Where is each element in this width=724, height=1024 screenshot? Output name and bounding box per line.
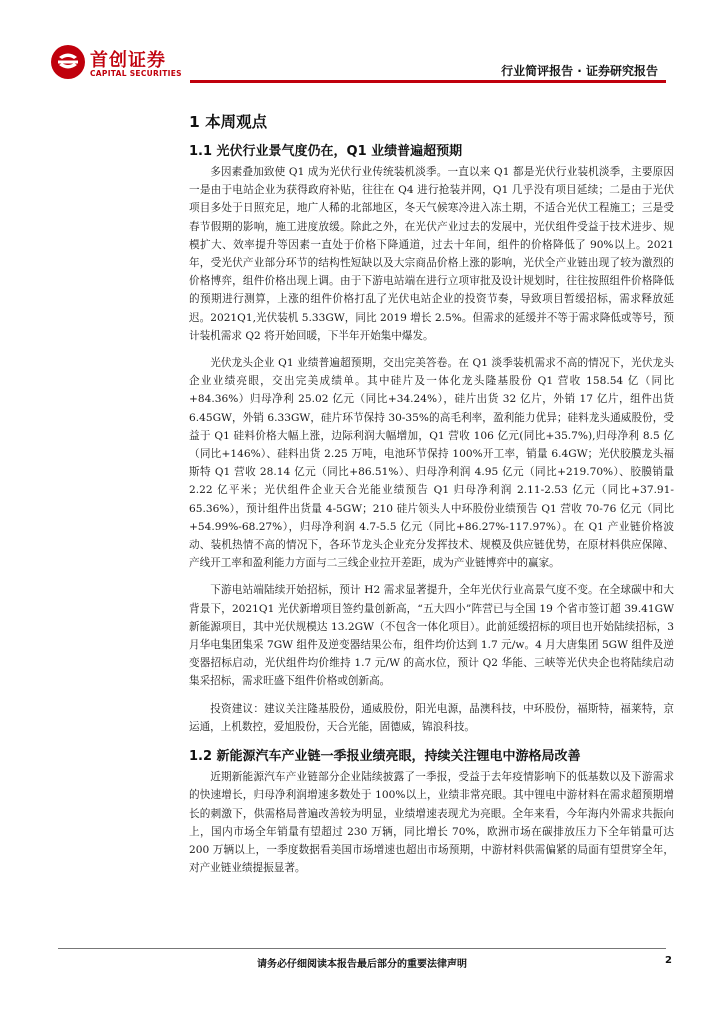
subsection-title-1-2: 1.2 新能源汽车产业链一季报业绩亮眼，持续关注锂电中游格局改善 xyxy=(189,749,581,765)
section-title: 1 本周观点 xyxy=(189,113,268,131)
logo-mark-icon xyxy=(50,44,86,80)
document-body xyxy=(189,110,674,886)
logo-english-text: CAPITAL SECURITIES xyxy=(90,69,182,78)
logo-chinese-text: 首创证券 xyxy=(90,50,166,71)
paragraph: 多因素叠加致使 Q1 成为光伏行业传统装机淡季。一直以来 Q1 都是光伏行业装机淡季，主要原因一是由于电站企业为获得政府补贴，往往在 Q4 进行抢装并网，Q1 几乎没有项目延续；二是由于光伏项目多处于日照充足，地广人稀的北部地区，冬天气候寒冷进入冻土期，不适合光伏工程施工；三是受春节假期的影响，施工进度放缓。除此之外，在光伏产业过去的发展中，光伏组件受益于技术进步、规模扩大、效率提升等因素一直处于价格下降通道，过去十年间，组件的价格降低了 90%以上。2021 年，受光伏产业部分环节的结构性短缺以及大宗商品价格上涨的影响，光伏全产业链出现了较为激烈的价格博弈，组件价格出现上调。由于下游电站端在进行立项审批及设计规划时，往往按照组件价格降低的预期进行测算，上涨的组件价格打乱了光伏电站企业的投资节奏，导致项目暂缓招标，需求释放延迟。2021Q1,光伏装机 5.33GW，同比 2019 增长 2.5%。但需求的延缓并不等于需求降低或等号，预计装机需求 Q2 将开始回暖，下半年开始集中爆发。 xyxy=(189,166,674,342)
company-logo xyxy=(50,44,190,84)
footer-divider xyxy=(58,948,666,949)
subsection-title-1-1: 1.1 光伏行业景气度仍在，Q1 业绩普遍超预期 xyxy=(189,144,463,159)
paragraph: 光伏龙头企业 Q1 业绩普遍超预期，交出完美答卷。在 Q1 淡季装机需求不高的情况下，光伏龙头企业业绩亮眼，交出完美成绩单。其中硅片及一体化龙头隆基股份 Q1 营收 158.54 亿（同比+84.36%）归母净利 25.02 亿元（同比+34.24%），硅片出货 32 亿片，外销 17 亿片，组件出货 6.45GW，外销 6.33GW，硅片环节保持 30-35%的高毛利率，盈利能力优异；硅料龙头通威股份，受益于 Q1 硅料价格大幅上涨，边际利润大幅增加，Q1 营收 106 亿元(同比+35.7%),归母净利 8.5 亿（同比+146%）、硅料出货 2.25 万吨，电池环节保持 100%开工率，销量 6.4GW；光伏胶膜龙头福斯特 Q1 营收 28.14 亿元（同比+86.51%）、归母净利润 4.95 亿元（同比+219.70%）、胶膜销量 2.22 亿平米；光伏组件企业天合光能业绩预告 Q1 归母净利润 2.11-2.53 亿元（同比+37.91-65.36%），预计组件出货量 4-5GW；210 硅片领头人中环股份业绩预告 Q1 营收 70-76 亿元（同比+54.99%-68.27%），归母净利润 4.7-5.5 亿元（同比+86.27%-117.97%）。在 Q1 产业链价格波动、装机热情不高的情况下，各环节龙头企业充分发挥技术、规模及供应链优势，在原材料供应保障、产线开工率和盈利能力方面与二三线企业拉开差距，成为产业链博弈中的赢家。 xyxy=(189,357,674,570)
page-footer xyxy=(0,948,724,978)
paragraph: 近期新能源汽车产业链部分企业陆续披露了一季报，受益于去年疫情影响下的低基数以及下游需求的快速增长，归母净利润增速多数处于 100%以上，业绩非常亮眼。其中锂电中游材料在需求超预期增长的刺激下，供需格局普遍改善较为明显，业绩增速表现尤为亮眼。全年来看，今年海内外需求共振向上，国内市场全年销量有望超过 230 万辆，同比增长 70%，欧洲市场在碳排放压力下全年销量可达 200 万辆以上，一季度数据看美国市场增速也超出市场预期，中游材料供需偏紧的局面有望贯穿全年，对产业链业绩提振显著。 xyxy=(189,771,674,875)
report-type-title: 行业简评报告 · 证券研究报告 xyxy=(501,64,658,78)
paragraph: 投资建议：建议关注隆基股份，通威股份，阳光电源，晶澳科技，中环股份，福斯特，福莱特，京运通，上机数控，爱旭股份，天合光能，固德威，锦浪科技。 xyxy=(189,702,674,733)
paragraph: 下游电站端陆续开始招标，预计 H2 需求显著提升，全年光伏行业高景气度不变。在全球碳中和大背景下，2021Q1 光伏新增项目签约量创新高，“五大四小”阵营已与全国 19 个省市签订超 39.41GW 新能源项目，其中光伏规模达 13.2GW（不包含一体化项目）。此前延缓招标的项目也开始陆续招标，3 月华电集团集采 7GW 组件及逆变器结果公布，组件均价达到 1.7 元/w。4 月大唐集团 5GW 组件及逆变器招标启动，光伏组件均价维持 1.7 元/W 的高水位，预计 Q2 华能、三峡等光伏央企也将陆续启动集采招标，需求旺盛下组件价格或创新高。 xyxy=(189,584,674,688)
page-number: 2 xyxy=(665,955,672,966)
header-divider xyxy=(190,80,666,83)
legal-disclaimer: 请务必仔细阅读本报告最后部分的重要法律声明 xyxy=(257,959,467,970)
page-header xyxy=(0,0,724,90)
